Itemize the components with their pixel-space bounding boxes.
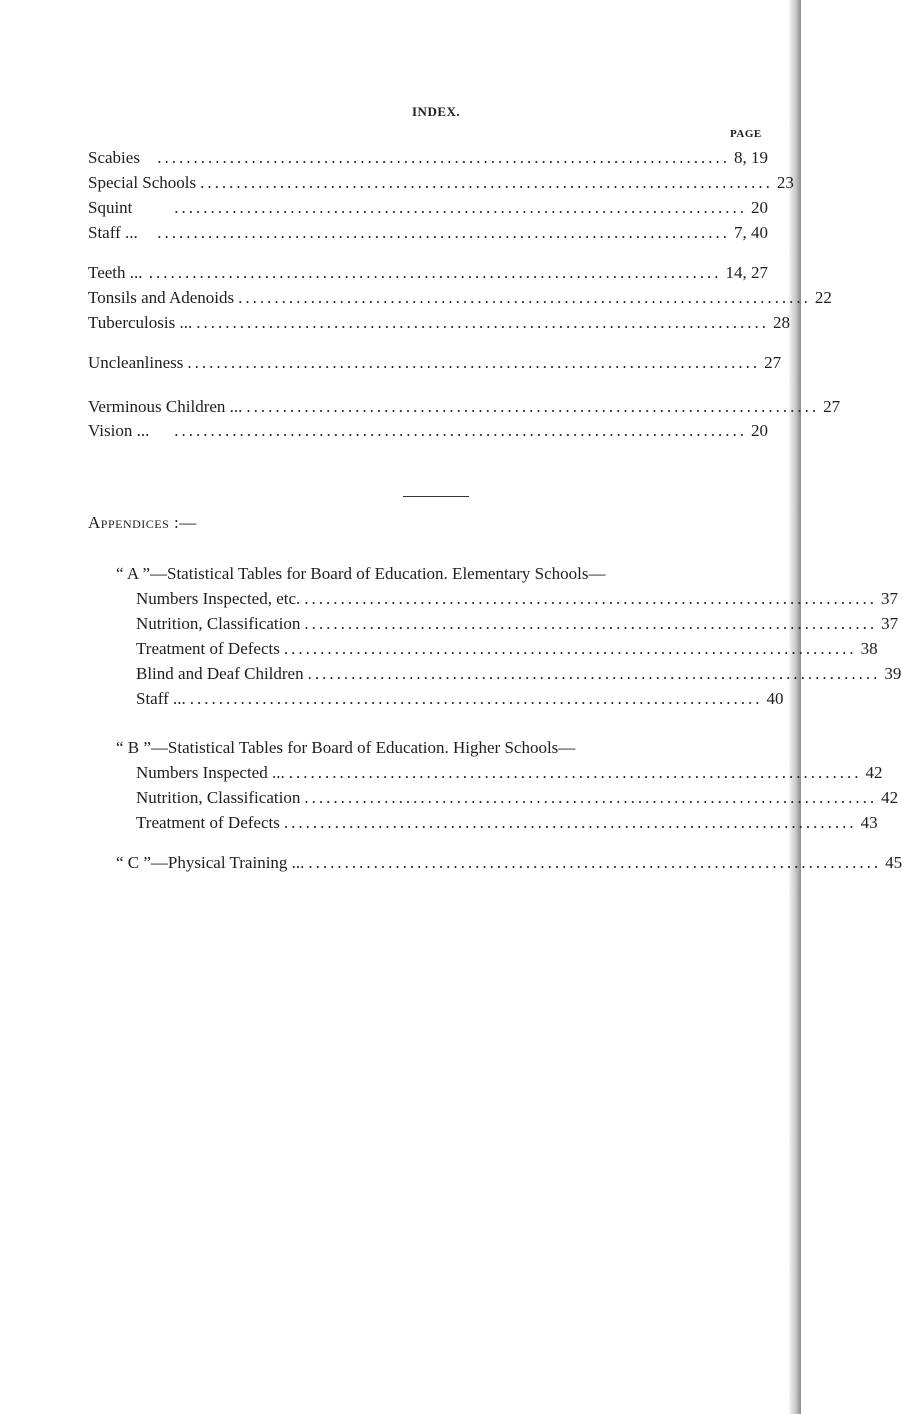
entry-pages: 23: [776, 173, 794, 192]
index-entry: [88, 222, 768, 244]
appendix-a-heading: “ A ”—Statistical Tables for Board of Education. Elementary Schools—: [116, 564, 606, 583]
entry-label: Squint: [88, 198, 133, 217]
entry-pages: 45: [885, 853, 902, 872]
entry-label: Scabies: [88, 148, 140, 167]
appendix-entry: [136, 638, 878, 660]
index-entry: [88, 396, 841, 418]
entry-pages: 39: [884, 664, 902, 683]
section-divider: [403, 496, 469, 497]
appendix-c-entry: [116, 852, 902, 874]
entry-pages: 14, 27: [725, 263, 768, 282]
entry-pages: 38: [860, 639, 878, 658]
entry-label: Verminous Children ...: [88, 397, 243, 416]
entry-label: Nutrition, Classification: [136, 614, 301, 633]
dot-leader: ...............................................................................: [304, 614, 878, 633]
index-entry: [88, 262, 768, 284]
index-entry: [88, 352, 782, 374]
dot-leader: ...............................................................................: [157, 223, 730, 242]
dot-leader: ...............................................................................: [187, 353, 761, 372]
appendices-heading: Appendices :—: [88, 513, 197, 532]
index-entry: [88, 172, 794, 194]
appendix-entry: [136, 812, 878, 834]
dot-leader: ...............................................................................: [283, 639, 857, 658]
entry-label: Tonsils and Adenoids: [88, 288, 235, 307]
entry-label: Treatment of Defects: [136, 813, 280, 832]
entry-label: Staff ...: [88, 223, 138, 242]
entry-pages: 40: [766, 689, 784, 708]
dot-leader: ...............................................................................: [288, 763, 862, 782]
appendix-entry: [136, 762, 883, 784]
entry-pages: 37: [881, 614, 899, 633]
entry-pages: 28: [772, 313, 790, 332]
page-column-label: PAGE: [730, 128, 762, 140]
entry-pages: 7, 40: [734, 223, 768, 242]
dot-leader: ...............................................................................: [174, 198, 747, 217]
entry-label: Numbers Inspected, etc.: [136, 589, 301, 608]
dot-leader: ...............................................................................: [238, 288, 811, 307]
index-entry: [88, 147, 768, 169]
entry-label: Blind and Deaf Children: [136, 664, 304, 683]
appendix-entry: [136, 663, 902, 685]
entry-label: Vision ...: [88, 421, 150, 440]
index-entry: [88, 312, 790, 334]
dot-leader: ...............................................................................: [304, 788, 878, 807]
entry-pages: 27: [764, 353, 782, 372]
appendix-entry: [136, 688, 784, 710]
appendix-entry: [136, 588, 899, 610]
dot-leader: ...............................................................................: [304, 589, 878, 608]
dot-leader: ...............................................................................: [196, 313, 769, 332]
entry-pages: 22: [814, 288, 832, 307]
index-entry: [88, 287, 832, 309]
entry-label: Uncleanliness: [88, 353, 184, 372]
entry-pages: 43: [860, 813, 878, 832]
entry-pages: 20: [751, 198, 768, 217]
entry-label: Tuberculosis ...: [88, 313, 193, 332]
entry-pages: 42: [881, 788, 899, 807]
entry-pages: 20: [751, 421, 768, 440]
entry-pages: 42: [865, 763, 883, 782]
entry-label: Teeth ...: [88, 263, 143, 282]
appendix-b-heading: “ B ”—Statistical Tables for Board of Education. Higher Schools—: [116, 738, 576, 757]
entry-label: Numbers Inspected ...: [136, 763, 285, 782]
dot-leader: ...............................................................................: [283, 813, 857, 832]
entry-pages: 27: [823, 397, 841, 416]
appendix-entry: [136, 613, 899, 635]
index-entry: [88, 197, 768, 219]
entry-pages: 37: [881, 589, 899, 608]
page-edge-shadow: [789, 0, 801, 1414]
dot-leader: ...............................................................................: [174, 421, 747, 440]
entry-label: Special Schools: [88, 173, 197, 192]
dot-leader: ...............................................................................: [308, 853, 882, 872]
dot-leader: ...............................................................................: [157, 148, 730, 167]
index-entry: [88, 420, 768, 442]
dot-leader: ...............................................................................: [148, 263, 722, 282]
entry-label: Treatment of Defects: [136, 639, 280, 658]
dot-leader: ...............................................................................: [246, 397, 820, 416]
entry-label: Staff ...: [136, 689, 186, 708]
entry-pages: 8, 19: [734, 148, 768, 167]
appendix-c-heading: “ C ”—Physical Training ...: [116, 853, 305, 872]
dot-leader: ...............................................................................: [307, 664, 881, 683]
appendix-entry: [136, 787, 899, 809]
dot-leader: ...............................................................................: [189, 689, 763, 708]
dot-leader: ...............................................................................: [200, 173, 773, 192]
page-title: INDEX.: [412, 104, 461, 119]
entry-label: Nutrition, Classification: [136, 788, 301, 807]
